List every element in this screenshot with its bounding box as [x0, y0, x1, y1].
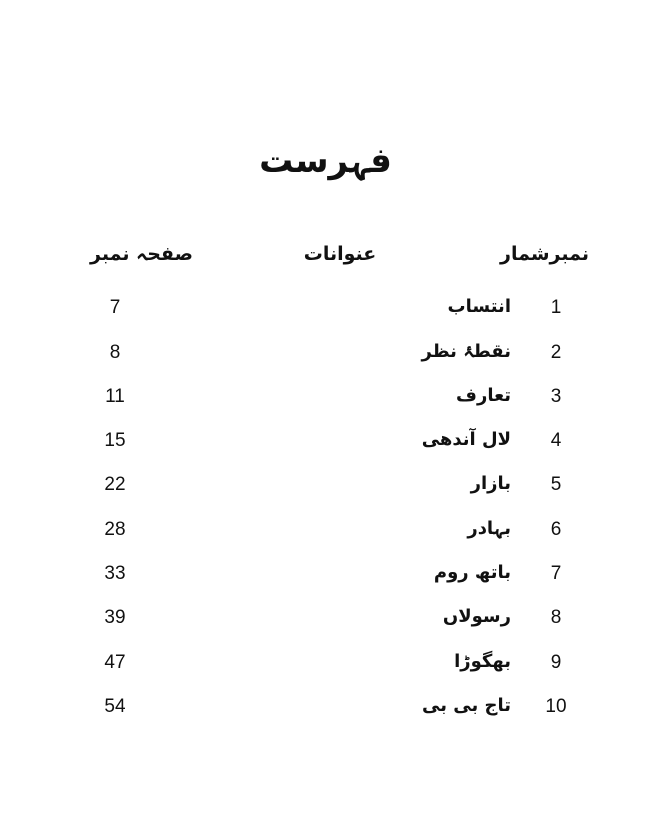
row-page: 15 [104, 430, 126, 451]
row-serial: 10 [545, 696, 567, 717]
row-title: بازار [470, 473, 511, 494]
contents-row [0, 471, 651, 511]
row-serial: 4 [550, 430, 562, 451]
row-serial: 9 [550, 652, 562, 673]
contents-row [0, 516, 651, 556]
row-serial: 3 [550, 386, 562, 407]
row-page: 47 [104, 652, 126, 673]
row-title: انتساب [447, 296, 511, 317]
row-page: 8 [109, 342, 121, 363]
row-title: بہادر [467, 518, 511, 539]
header-page-number: صفحہ نمبر [90, 243, 193, 265]
contents-row [0, 693, 651, 733]
row-page: 54 [104, 696, 126, 717]
row-page: 7 [109, 297, 121, 318]
row-title: لال آندھی [421, 429, 511, 450]
row-serial: 6 [550, 519, 562, 540]
row-page: 11 [105, 386, 125, 407]
header-serial-number: نمبرشمار [500, 243, 589, 265]
contents-row [0, 294, 651, 334]
row-page: 22 [104, 474, 126, 495]
contents-row [0, 649, 651, 689]
header-titles: عنوانات [303, 243, 377, 265]
contents-row [0, 339, 651, 379]
row-page: 28 [104, 519, 126, 540]
row-title: تاج بی بی [422, 695, 511, 716]
row-serial: 8 [550, 607, 562, 628]
row-title: نقطۂ نظر [421, 341, 511, 362]
row-page: 33 [104, 563, 126, 584]
row-serial: 5 [550, 474, 562, 495]
row-title: رسولاں [442, 606, 511, 627]
contents-row [0, 604, 651, 644]
row-page: 39 [104, 607, 126, 628]
row-title: باتھ روم [433, 562, 511, 583]
row-serial: 2 [550, 342, 562, 363]
row-title: تعارف [456, 385, 511, 406]
contents-row [0, 560, 651, 600]
row-serial: 1 [550, 297, 562, 318]
row-serial: 7 [550, 563, 562, 584]
page-title: فہرست [259, 141, 392, 181]
contents-row [0, 427, 651, 467]
row-title: بھگوڑا [454, 651, 511, 672]
contents-row [0, 383, 651, 423]
